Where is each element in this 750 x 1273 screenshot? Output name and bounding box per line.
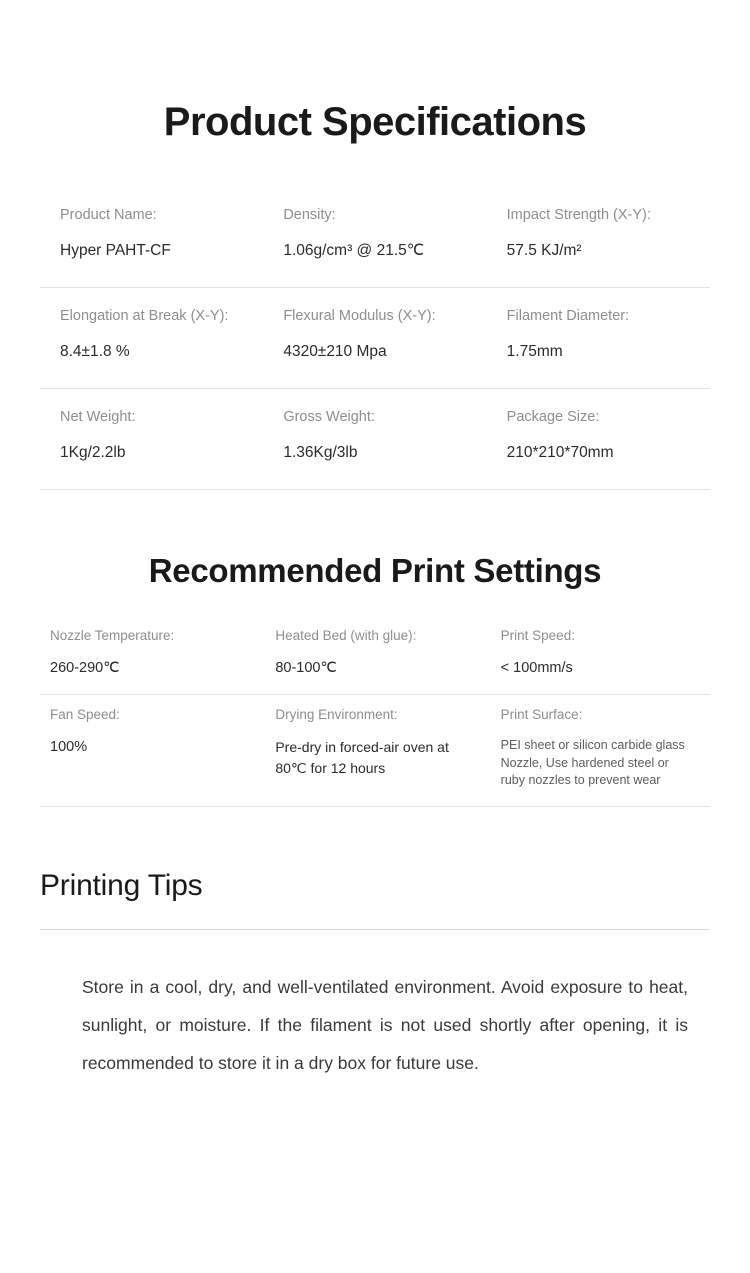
print-value: 100% [50, 739, 88, 755]
print-cell-fan-speed [40, 699, 259, 790]
spec-value: 1.75mm [506, 343, 563, 360]
spec-cell-net-weight [40, 397, 263, 463]
print-settings-table [40, 616, 710, 807]
table-row [40, 389, 710, 490]
spec-label: Filament Diameter: [506, 308, 630, 324]
print-label: Nozzle Temperature: [50, 628, 175, 643]
print-cell-nozzle-temperature [40, 620, 259, 678]
print-label: Drying Environment: [275, 707, 398, 722]
divider [40, 929, 710, 930]
spec-value: 1.06g/cm³ @ 21.5℃ [283, 242, 425, 259]
table-row [40, 695, 710, 807]
specifications-table [40, 187, 710, 490]
spec-label: Gross Weight: [283, 409, 375, 425]
product-specifications-section [0, 0, 750, 490]
spec-label: Package Size: [506, 409, 600, 425]
section-title: Recommended Print Settings [148, 552, 602, 589]
spec-cell-package-size [487, 397, 710, 463]
table-row [40, 288, 710, 389]
print-cell-print-surface [485, 699, 710, 790]
spec-value: 1.36Kg/3lb [283, 444, 358, 461]
spec-value: 4320±210 Mpa [283, 343, 387, 360]
recommended-print-settings-section [0, 490, 750, 807]
spec-cell-density [263, 195, 486, 261]
print-label: Print Surface: [500, 707, 583, 722]
print-label: Print Speed: [500, 628, 575, 643]
spec-cell-filament-diameter [487, 296, 710, 362]
print-cell-print-speed [485, 620, 710, 678]
section-title: Printing Tips [40, 868, 203, 902]
spec-value: Hyper PAHT-CF [60, 242, 171, 259]
printing-tips-section [0, 807, 750, 1082]
spec-cell-impact-strength [487, 195, 710, 261]
page-title: Product Specifications [163, 100, 587, 144]
print-label: Heated Bed (with glue): [275, 628, 417, 643]
spec-cell-gross-weight [263, 397, 486, 463]
print-cell-heated-bed [259, 620, 484, 678]
print-value: 80-100℃ [275, 660, 337, 676]
table-row [40, 616, 710, 695]
table-row [40, 187, 710, 288]
spec-label: Flexural Modulus (X-Y): [283, 308, 436, 324]
spec-cell-flexural-modulus [263, 296, 486, 362]
print-value: PEI sheet or silicon carbide glass Nozzle, Use hardened steel or ruby nozzles to prevent wear [500, 738, 685, 787]
spec-cell-product-name [40, 195, 263, 261]
spec-label: Elongation at Break (X-Y): [60, 308, 229, 324]
spec-value: 210*210*70mm [506, 444, 614, 461]
spec-label: Net Weight: [60, 409, 136, 425]
print-value: < 100mm/s [500, 660, 573, 676]
spec-label: Impact Strength (X-Y): [506, 207, 651, 223]
spec-label: Product Name: [60, 207, 157, 223]
spec-label: Density: [283, 207, 336, 223]
print-value: 260-290℃ [50, 660, 120, 676]
print-cell-drying-environment [259, 699, 484, 790]
spec-value: 57.5 KJ/m² [506, 242, 582, 259]
spec-value: 1Kg/2.2lb [60, 444, 126, 461]
spec-value: 8.4±1.8 % [60, 343, 130, 360]
print-value: Pre-dry in forced-air oven at 80℃ for 12 hours [275, 739, 449, 776]
printing-tips-text: Store in a cool, dry, and well-ventilated environment. Avoid exposure to heat, sunlight, or moisture. If the filament is not used shortly after opening, it is recommended to store it in a dry box for future use. [82, 976, 688, 1073]
spec-cell-elongation-at-break [40, 296, 263, 362]
print-label: Fan Speed: [50, 707, 120, 722]
